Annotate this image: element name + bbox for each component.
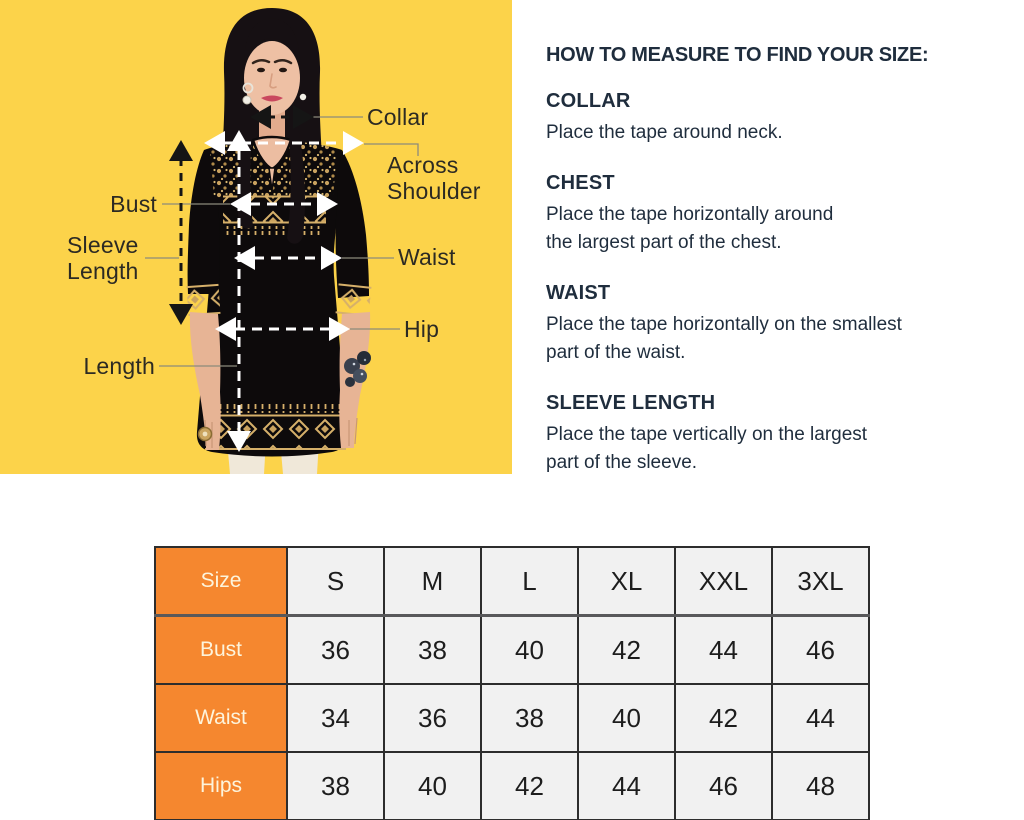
label-shoulder: Shoulder	[387, 178, 481, 204]
row-label-waist: Waist	[155, 684, 287, 752]
size-chart-section	[0, 546, 1024, 820]
earring-right-icon	[300, 94, 306, 100]
section-chest-line2: the largest part of the chest.	[546, 232, 782, 253]
section-collar	[546, 91, 928, 147]
label-across-shoulder	[387, 152, 481, 204]
instructions-title: HOW TO MEASURE TO FIND YOUR SIZE:	[546, 44, 929, 66]
section-sleeve-length-heading: SLEEVE LENGTH	[546, 392, 716, 414]
measurement-diagram-panel	[0, 0, 512, 474]
bust-value-xxl: 44	[675, 616, 772, 685]
section-collar-line1: Place the tape around neck.	[546, 122, 783, 143]
size-col-m: M	[384, 547, 481, 616]
waist-value-m: 36	[384, 684, 481, 752]
waist-value-xxl: 42	[675, 684, 772, 752]
section-waist-heading: WAIST	[546, 282, 611, 304]
label-sleeve-length	[67, 232, 139, 284]
label-waist: Waist	[398, 244, 456, 270]
hips-value-3xl: 48	[772, 752, 869, 820]
section-collar-heading: COLLAR	[546, 90, 631, 112]
section-waist	[546, 283, 928, 367]
waist-value-3xl: 44	[772, 684, 869, 752]
hips-value-l: 42	[481, 752, 578, 820]
label-collar: Collar	[367, 104, 429, 130]
size-col-s: S	[287, 547, 384, 616]
instructions-panel	[512, 0, 938, 503]
label-bust: Bust	[110, 191, 157, 217]
waist-value-l: 38	[481, 684, 578, 752]
label-sleeve: Sleeve	[67, 232, 139, 258]
section-sleeve-length-line1: Place the tape vertically on the largest	[546, 424, 868, 445]
section-waist-line1: Place the tape horizontally on the smallest	[546, 314, 902, 335]
row-label-hips: Hips	[155, 752, 287, 820]
waist-value-xl: 40	[578, 684, 675, 752]
label-across: Across	[387, 152, 459, 178]
table-row-bust	[155, 616, 869, 685]
size-col-xxl: XXL	[675, 547, 772, 616]
row-label-bust: Bust	[155, 616, 287, 685]
waist-value-s: 34	[287, 684, 384, 752]
section-chest-heading: CHEST	[546, 172, 615, 194]
size-chart-header-row	[155, 547, 869, 616]
hips-value-xl: 44	[578, 752, 675, 820]
table-row-hips	[155, 752, 869, 820]
bust-value-3xl: 46	[772, 616, 869, 685]
size-col-3xl: 3XL	[772, 547, 869, 616]
size-chart-corner-cell: Size	[155, 547, 287, 616]
section-sleeve-length-line2: part of the sleeve.	[546, 452, 698, 473]
bust-value-xl: 42	[578, 616, 675, 685]
size-col-l: L	[481, 547, 578, 616]
table-row-waist	[155, 684, 869, 752]
bust-value-l: 40	[481, 616, 578, 685]
section-waist-line2: part of the waist.	[546, 342, 686, 363]
size-col-xl: XL	[578, 547, 675, 616]
label-hip: Hip	[404, 316, 440, 342]
bust-value-m: 38	[384, 616, 481, 685]
section-sleeve-length	[546, 393, 928, 477]
hips-value-m: 40	[384, 752, 481, 820]
hips-value-xxl: 46	[675, 752, 772, 820]
section-chest-line1: Place the tape horizontally around	[546, 204, 834, 225]
label-length: Length	[83, 353, 155, 379]
section-chest	[546, 173, 928, 257]
size-chart-table	[154, 546, 870, 820]
label-sleeve-length-2: Length	[67, 258, 139, 284]
hips-value-s: 38	[287, 752, 384, 820]
bust-value-s: 36	[287, 616, 384, 685]
